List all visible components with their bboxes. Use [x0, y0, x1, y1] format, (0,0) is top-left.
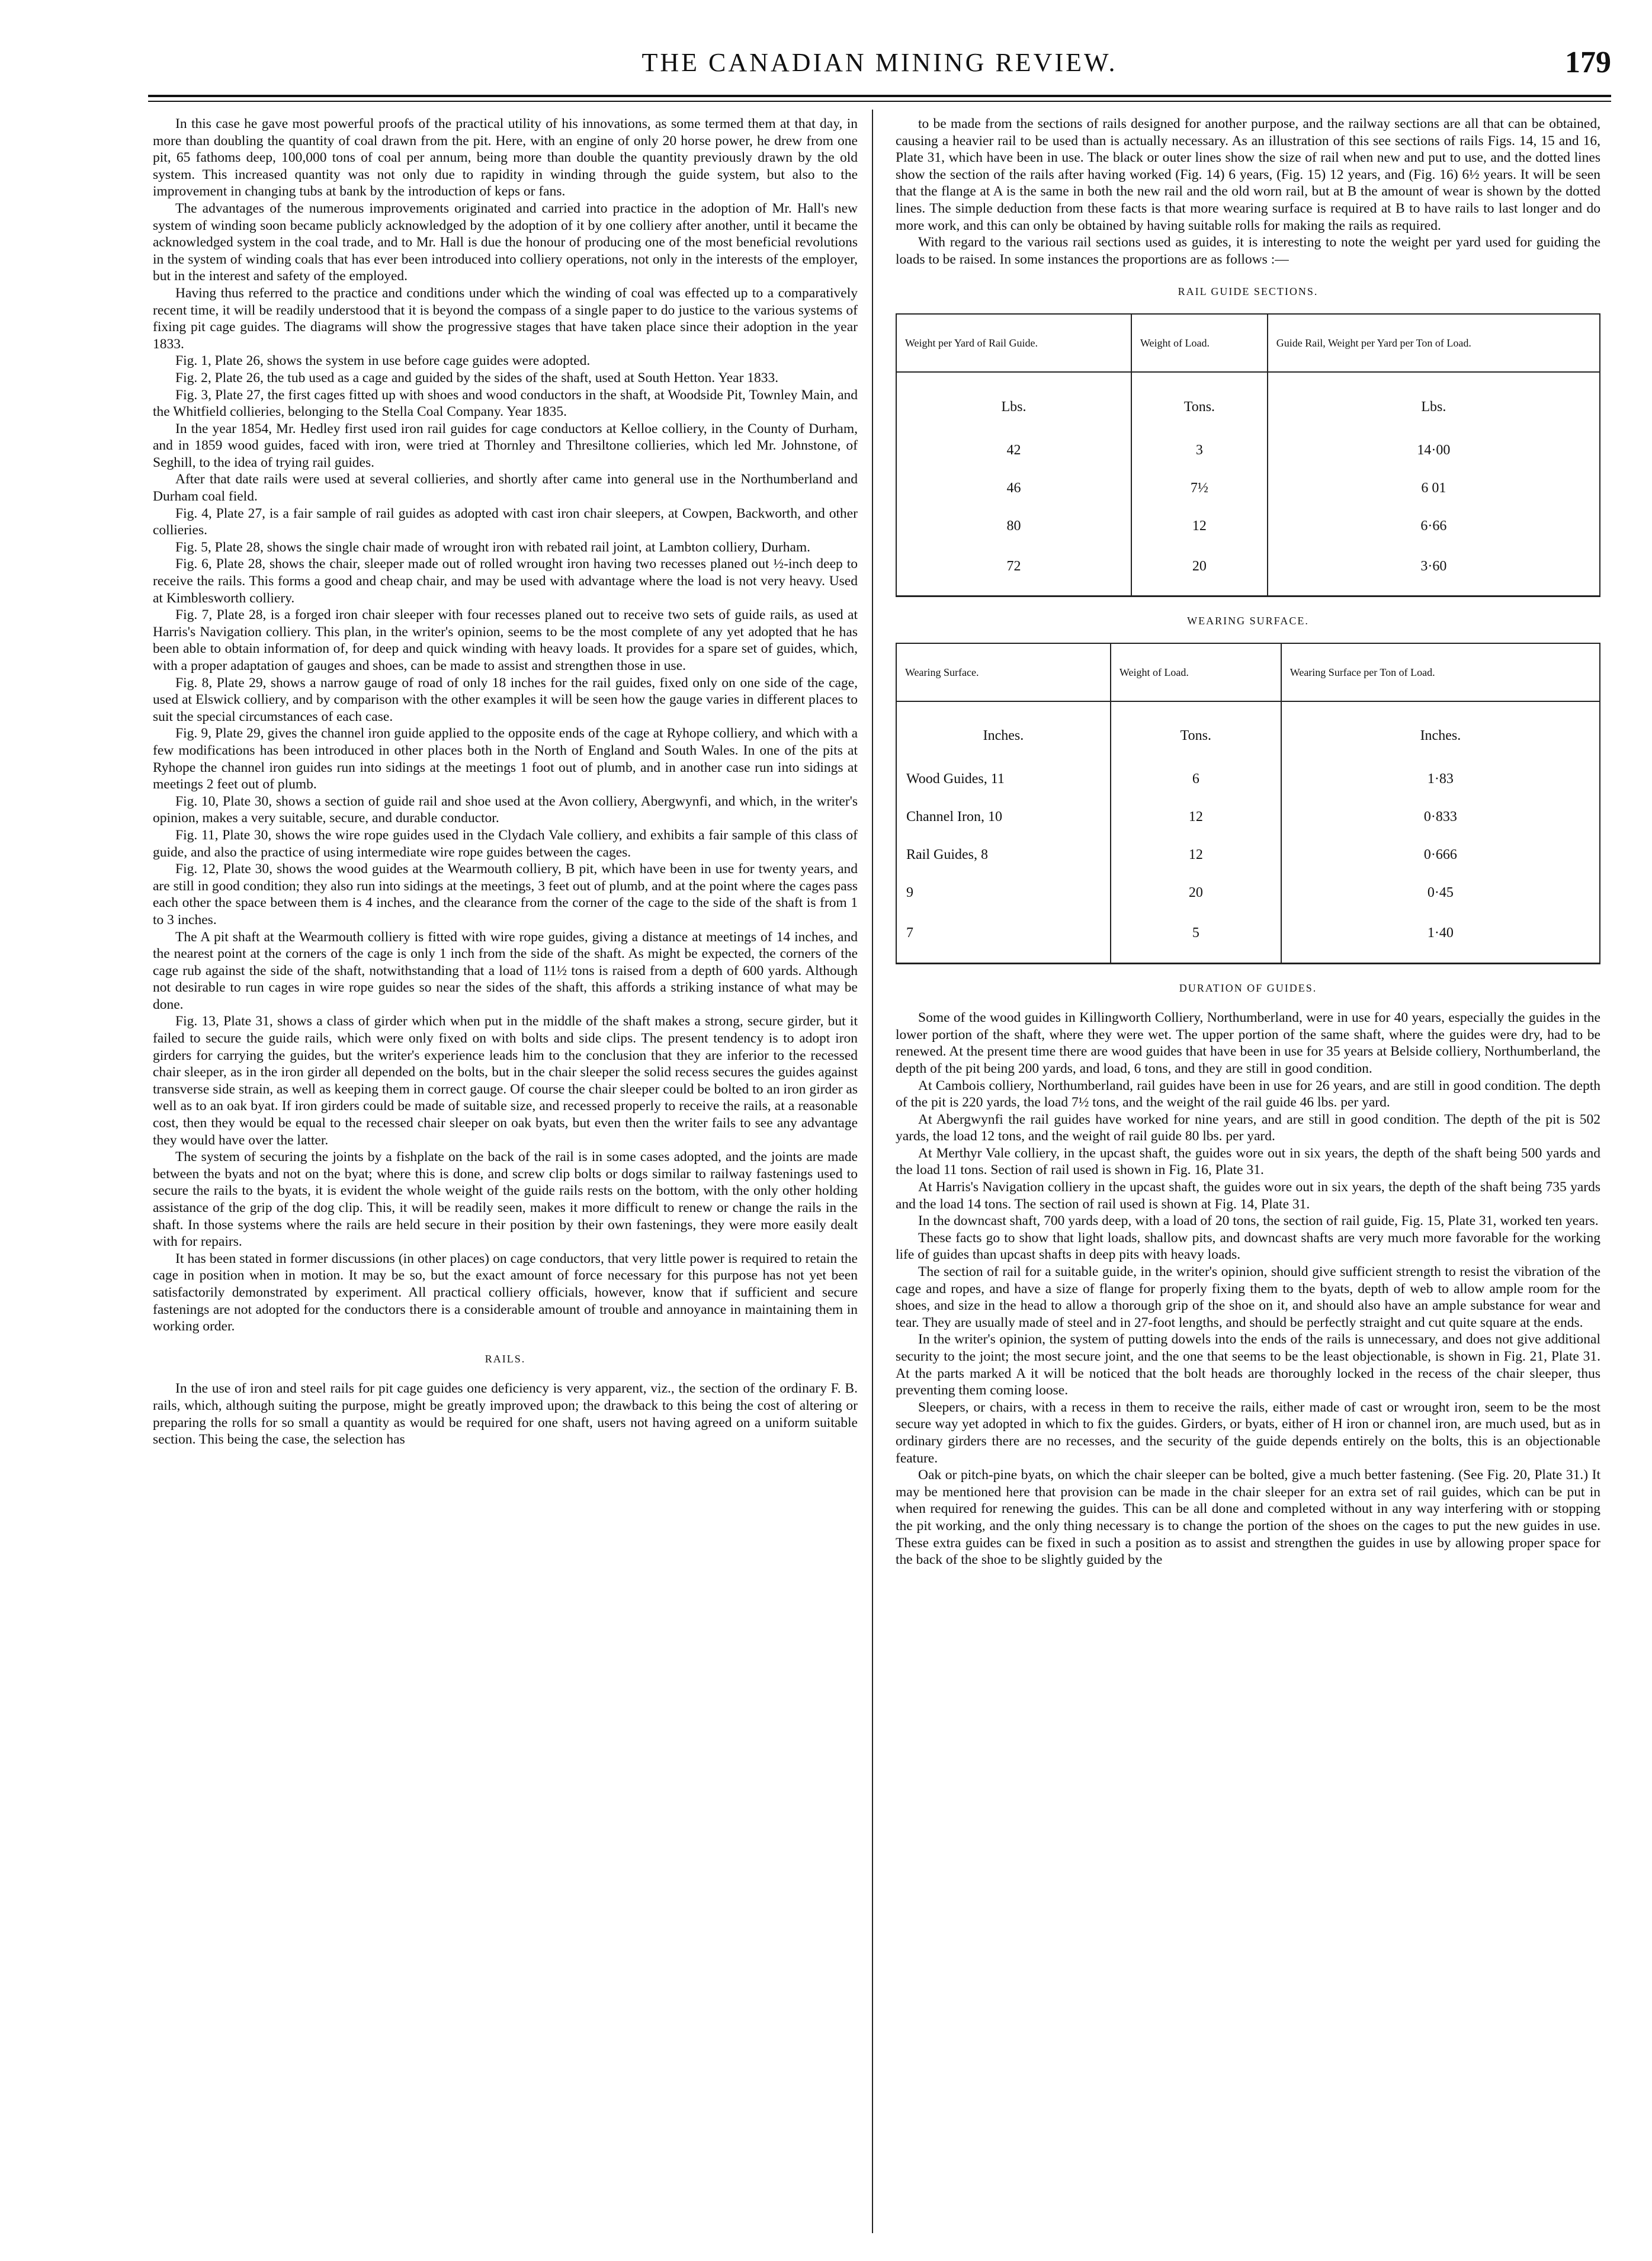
table-cell: 12	[1111, 836, 1281, 874]
table-row	[896, 545, 1600, 596]
table-cell: 14·00	[1268, 431, 1600, 469]
table-cell: 46	[896, 469, 1131, 507]
table-cell: 6	[1111, 761, 1281, 798]
unit-cell: Lbs.	[896, 372, 1131, 431]
table-cell: 80	[896, 507, 1131, 545]
wearing-table-heading: WEARING SURFACE.	[1187, 614, 1309, 627]
paragraph: After that date rails were used at several collieries, and shortly after came into general use in the Northumberland and Durham coal field.	[153, 472, 858, 505]
table-row	[896, 798, 1600, 836]
rails-paragraph: In the use of iron and steel rails for pit cage guides one deficiency is very apparent, viz., the section of the ordinary F. B. rails, which, although suiting the purpose, might be greatly improved upon; the drawback to this being the cost of altering or preparing the rolls for so small a quantity as would be required for one shaft, users not having agreed on a uniform suitable section. This being the case, the selection has	[153, 1381, 858, 1448]
journal-title: THE CANADIAN MINING REVIEW.	[641, 48, 1118, 77]
column-header: Guide Rail, Weight per Yard per Ton of Load.	[1268, 314, 1600, 372]
paragraph: With regard to the various rail sections used as guides, it is interesting to note the weight per yard used for guiding the loads to be raised. In some instances the proportions are as follows :—	[896, 235, 1600, 267]
paragraph: Fig. 2, Plate 26, the tub used as a cage and guided by the sides of the shaft, used at South Hetton. Year 1833.	[175, 370, 779, 386]
paragraph: Having thus referred to the practice and conditions under which the winding of coal was effected up to a comparatively recent time, it will be readily understood that it is beyond the compass of a single paper to do justice to the various systems of fixing pit cage guides. The diagrams will show the progressive stages that have taken place since their adoption in the year 1833.	[153, 285, 858, 352]
paragraph: Fig. 6, Plate 28, shows the chair, sleeper made out of rolled wrought iron having two recesses planed out ½-inch deep to receive the rails. This forms a good and cheap chair, and may be used with advantage where the load is not very heavy. Used at Kimblesworth colliery.	[153, 556, 858, 606]
table-cell: 0·833	[1281, 798, 1600, 836]
right-column	[896, 116, 1600, 1569]
unit-cell: Tons.	[1111, 701, 1281, 761]
paragraph: The section of rail for a suitable guide, in the writer's opinion, should give sufficient strength to resist the vibration of the cage and ropes, and have a size of flange for properly fixing them to the byats, depth of web to allow ample room for the shoes, and size in the head to allow a thorough grip of the shoe on it, and should also have an ample substance for wear and tear. They are usually made of steel and in 27-foot lengths, and should be perfectly straight and cut quite square at the ends.	[896, 1264, 1600, 1330]
table-row	[896, 912, 1600, 964]
unit-cell: Inches.	[1281, 701, 1600, 761]
paragraph: Fig. 3, Plate 27, the first cages fitted up with shoes and wood conductors in the shaft, at Woodside Pit, Townley Main, and the Whitfield collieries, belonging to the Stella Coal Company. Year 1835.	[153, 387, 858, 420]
paragraph: In the year 1854, Mr. Hedley first used iron rail guides for cage conductors at Kelloe colliery, in the County of Durham, and in 1859 wood guides, faced with iron, were tried at Thornley and Thresiltone collieries, which led Mr. Johnstone, of Seghill, to the idea of trying rail guides.	[153, 421, 858, 470]
header-rule-thin	[148, 101, 1611, 102]
header-rule	[148, 95, 1611, 97]
duration-heading: DURATION OF GUIDES.	[1179, 982, 1317, 994]
paragraph: At Abergwynfi the rail guides have worked for nine years, and are still in good condition. The depth of the pit is 502 yards, the load 12 tons, and the weight of rail guide 80 lbs. per yard.	[896, 1111, 1600, 1144]
paragraph: Oak or pitch-pine byats, on which the chair sleeper can be bolted, give a much better fastening. (See Fig. 20, Plate 31.) It may be mentioned here that provision can be made in the chair sleeper for an extra set of rail guides, which can be put in when required for renewing the guides. This can be all done and completed without in any way interfering with or stopping the pit working, and the only thing necessary is to change the portion of the shoes on the cages to put the new guides in use. These extra guides can be fixed in such a position as to assist and strengthen the guides in use by allowing proper space for the back of the shoe to be slightly guided by the	[896, 1467, 1600, 1568]
paragraph: The A pit shaft at the Wearmouth colliery is fitted with wire rope guides, giving a distance at meetings of 14 inches, and the nearest point at the corners of the cage is only 1 inch from the side of the shaft. As might be expected, the corners of the cage rub against the side of the shaft, notwithstanding that a load of 11½ tons is raised from a depth of 600 yards. Although not desirable to run cages in wire rope guides so near the sides of the shaft, this affords a striking instance of what may be done.	[153, 929, 858, 1012]
table-cell: 5	[1111, 912, 1281, 964]
table-cell: 20	[1111, 874, 1281, 912]
table-cell: 6·66	[1268, 507, 1600, 545]
paragraph: These facts go to show that light loads, shallow pits, and downcast shafts are very much more favorable for the working life of guides than upcast shafts in deep pits with heavy loads.	[896, 1230, 1600, 1263]
paragraph: The advantages of the numerous improvements originated and carried into practice in the adoption of Mr. Hall's new system of winding soon became publicly acknowledged by the adoption of it by one colliery after another, until it became the acknowledged system in the coal trade, and to Mr. Hall is due the honour of producing one of the most beneficial revolutions in the system of winding coals that has ever been introduced into colliery operations, not only in the interests of the employer, but in the interest and safety of the employed.	[153, 200, 858, 284]
column-header: Wearing Surface per Ton of Load.	[1281, 643, 1600, 701]
paragraph: Fig. 8, Plate 29, shows a narrow gauge of road of only 18 inches for the rail guides, fixed only on one side of the cage, used at Elswick colliery, and by comparison with the other examples it will be seen how the gauge varies in different places to suit the special circumstances of each case.	[153, 675, 858, 724]
table-cell: Wood Guides, 11	[896, 761, 1111, 798]
paragraph: In the downcast shaft, 700 yards deep, with a load of 20 tons, the section of rail guide, Fig. 15, Plate 31, worked ten years.	[918, 1213, 1599, 1229]
table-cell: 9	[896, 874, 1111, 912]
column-header: Weight of Load.	[1131, 314, 1268, 372]
table-cell: 7	[896, 912, 1111, 964]
table-row	[896, 874, 1600, 912]
table-cell: Rail Guides, 8	[896, 836, 1111, 874]
paragraph: The system of securing the joints by a fishplate on the back of the rail is in some cases adopted, and the joints are made between the byats and not on the byat; where this is done, and screw clip bolts or dogs similar to railway fastenings used to secure the rails to the byats, it is evident the whole weight of the guide rails rests on the bottom, with the only other holding assistance of the grip of the dog clip. This, it will be readily seen, makes it more difficult to renew or change the rails in the shaft. In those systems where the rails are held secure in their position by their own fastenings, they were more easily dealt with for repairs.	[153, 1149, 858, 1250]
paragraph: In this case he gave most powerful proofs of the practical utility of his innovations, as some termed them at that day, in more than doubling the quantity of coal drawn from the pit. Here, with an engine of only 20 horse power, he drew from one pit, 65 fathoms deep, 100,000 tons of coal per annum, being more than double the quantity previously drawn by the old system. This increased quantity was not only due to rapidity in winding through the guide system, but also to the improvement in changing tubs at bank by the introduction of keps or fans.	[153, 116, 858, 200]
paragraph: Fig. 7, Plate 28, is a forged iron chair sleeper with four recesses planed out to receive two sets of guide rails, as used at Harris's Navigation colliery. This plan, in the writer's opinion, seems to be the most complete of any yet adopted that he has been able to obtain information of, for deep and quick winding with heavy loads. It provides for a spare set of guides, which, with a proper adaptation of gauges and shoes, can be made to assist and strengthen those in use.	[153, 607, 858, 674]
table-cell: 0·666	[1281, 836, 1600, 874]
column-header: Weight of Load.	[1111, 643, 1281, 701]
table-cell: 6 01	[1268, 469, 1600, 507]
table-row	[896, 761, 1600, 798]
paragraph: to be made from the sections of rails designed for another purpose, and the railway sections are all that can be obtained, causing a heavier rail to be used than is actually necessary. As an illustration of this see sections of rails Figs. 14, 15 and 16, Plate 31, which have been in use. The black or outer lines show the size of rail when new and put to use, and the dotted lines show the section of the rails after having worked (Fig. 14) 6 years, (Fig. 15) 12 years, and (Fig. 16) 6½ years. It will be seen that the flange at A is the same in both the new rail and the old worn rail, but at B the amount of wear is shown by the dotted lines. The simple deduction from these facts is that more wearing surface is required at B to have rails to last longer and do more work, and this can only be obtained by having suitable rolls for making the rails as required.	[896, 116, 1600, 233]
paragraph: At Merthyr Vale colliery, in the upcast shaft, the guides wore out in six years, the depth of the shaft being 500 yards and the load 11 tons. Section of rail used is shown in Fig. 16, Plate 31.	[896, 1145, 1600, 1178]
left-paragraphs	[153, 116, 858, 1335]
left-column	[153, 116, 858, 1448]
page-number: 179	[1565, 46, 1611, 79]
paragraph: Fig. 10, Plate 30, shows a section of guide rail and shoe used at the Avon colliery, Abergwynfi, and which, in the writer's opinion, makes a very suitable, secure, and durable conductor.	[153, 793, 858, 826]
column-header: Wearing Surface.	[896, 643, 1111, 701]
paragraph: In the writer's opinion, the system of putting dowels into the ends of the rails is unnecessary, and does not give additional security to the joint; the most secure joint, and the one that seems to be the least objectionable, is shown in Fig. 21, Plate 31. At the parts marked A it will be noticed that the bolt heads are thoroughly locked in the recess of the chair sleeper, thus preventing them coming loose.	[896, 1332, 1600, 1399]
paragraph: Fig. 9, Plate 29, gives the channel iron guide applied to the opposite ends of the cage at Ryhope colliery, and which with a few modifications has been introduced in other places both in the North of England and South Wales. In one of the pits at Ryhope the channel iron guides run into sidings at the meetings 1 foot out of plumb, and in another case run into sidings at meetings 2 feet out of plumb.	[153, 726, 858, 793]
rail-guide-table	[896, 313, 1600, 597]
table-row	[896, 836, 1600, 874]
paragraph: Sleepers, or chairs, with a recess in them to receive the rails, either made of cast or wrought iron, seem to be the most secure way yet adopted in which to fix the guides. Girders, or byats, either of H iron or channel iron, are much used, but as in ordinary girders there are no recesses, and the security of the guide depends entirely on the bolts, this is an objectionable feature.	[896, 1399, 1600, 1466]
table-cell: 72	[896, 545, 1131, 596]
rails-heading: RAILS.	[485, 1352, 526, 1365]
table-cell: Channel Iron, 10	[896, 798, 1111, 836]
paragraph: At Cambois colliery, Northumberland, rail guides have been in use for 26 years, and are still in good condition. The depth of the pit is 220 yards, the load 7½ tons, and the weight of the rail guide 46 lbs. per yard.	[896, 1077, 1600, 1111]
duration-paragraphs	[896, 1009, 1600, 1569]
paragraph: At Harris's Navigation colliery in the upcast shaft, the guides wore out in six years, the depth of the shaft being 735 yards and the load 14 tons. The section of rail used is shown at Fig. 14, Plate 31.	[896, 1179, 1600, 1212]
table-cell: 3·60	[1268, 545, 1600, 596]
page-header	[148, 47, 1611, 89]
table-row	[896, 469, 1600, 507]
table-cell: 7½	[1131, 469, 1268, 507]
paragraph: Fig. 11, Plate 30, shows the wire rope guides used in the Clydach Vale colliery, and exhibits a fair sample of this class of guide, and also the practice of using intermediate wire rope guides between the cages.	[153, 827, 858, 860]
right-intro-paragraphs	[896, 116, 1600, 268]
table-row	[896, 431, 1600, 469]
table-cell: 0·45	[1281, 874, 1600, 912]
paragraph: Fig. 12, Plate 30, shows the wood guides at the Wearmouth colliery, B pit, which have been in use for twenty years, and are still in good condition; they also run into sidings at the meetings, 3 feet out of plumb, and at the point where the cages pass each other the space between them is 4 inches, and the clearance from the corner of the cage to the side of the shaft is from 1 to 3 inches.	[153, 861, 858, 928]
paragraph: Fig. 4, Plate 27, is a fair sample of rail guides as adopted with cast iron chair sleepers, at Cowpen, Backworth, and other collieries.	[153, 505, 858, 538]
table-cell: 12	[1111, 798, 1281, 836]
table-row	[896, 507, 1600, 545]
wearing-surface-table	[896, 643, 1600, 964]
paragraph: Fig. 13, Plate 31, shows a class of girder which when put in the middle of the shaft makes a strong, secure girder, but it failed to secure the guide rails, which were only fixed on with bolts and side clips. The present tendency is to adopt iron girders for carrying the guides, but the writer's experience leads him to the conclusion that they are inferior to the recessed chair sleeper, as in the iron girder all depended on the bolts, but in the chair sleeper the solid recess secures the guides against transverse side strain, as well as keeping them in correct gauge. Of course the chair sleeper could be bolted to an iron girder as well as to an oak byat. If iron girders could be made of suitable size, and recessed properly to receive the rails, at a reasonable cost, then they would be equal to the recessed chair sleeper on oak byats, but even then the writer fails to see any advantage they would have over the latter.	[153, 1014, 858, 1148]
table-cell: 42	[896, 431, 1131, 469]
table-cell: 20	[1131, 545, 1268, 596]
paragraph: It has been stated in former discussions (in other places) on cage conductors, that very little power is required to retain the cage in position when in motion. It may be so, but the exact amount of force necessary for this purpose has not yet been satisfactorily demonstrated by experiment. All practical colliery officials, however, know that if sufficient and secure fastenings are not adopted for the conductors there is a considerable amount of trouble and annoyance in maintaining them in working order.	[153, 1250, 858, 1335]
table-cell: 1·40	[1281, 912, 1600, 964]
unit-cell: Tons.	[1131, 372, 1268, 431]
rail-guide-table-heading: RAIL GUIDE SECTIONS.	[1178, 286, 1319, 298]
unit-cell: Inches.	[896, 701, 1111, 761]
paragraph: Fig. 1, Plate 26, shows the system in use before cage guides were adopted.	[175, 353, 591, 369]
paragraph: Some of the wood guides in Killingworth Colliery, Northumberland, were in use for 40 years, especially the guides in the lower portion of the shaft, where they were wet. The upper portion of the same shaft, where the guides were dry, had to be renewed. At the present time there are wood guides that have been in use for 35 years at Belside colliery, Northumberland, the depth of the pit being 200 yards, and load, 6 tons, and they are still in good condition.	[896, 1010, 1600, 1076]
column-divider	[872, 110, 873, 2233]
table-cell: 12	[1131, 507, 1268, 545]
paragraph: Fig. 5, Plate 28, shows the single chair made of wrought iron with rebated rail joint, at Lambton colliery, Durham.	[175, 539, 811, 555]
unit-cell: Lbs.	[1268, 372, 1600, 431]
table-cell: 1·83	[1281, 761, 1600, 798]
column-header: Weight per Yard of Rail Guide.	[896, 314, 1131, 372]
table-cell: 3	[1131, 431, 1268, 469]
